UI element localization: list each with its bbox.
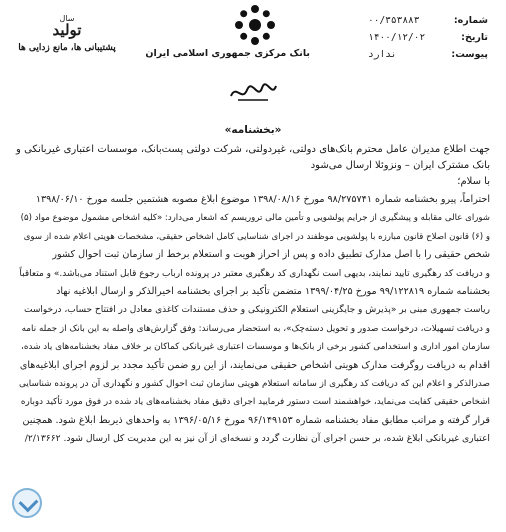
circular-title: «بخشنامه» xyxy=(224,124,282,136)
signature-mark xyxy=(228,80,278,104)
bank-name: بانک مرکزی جمهوری اسلامی ایران xyxy=(145,48,310,59)
body-line: احتراماً، پیرو بخشنامه شماره ۹۸/۲۷۵۷۴۱ مورخ ۱۳۹۸/۰۸/۱۶ موضوع ابلاغ مصوبه هشتمین جلسه مورخ ۱۳۹۸/۰۶/۱۰ xyxy=(35,194,490,205)
letter-attachment-row xyxy=(368,46,488,63)
letter-date-row xyxy=(368,29,488,46)
number-label: شماره: xyxy=(453,15,488,26)
body-line: اقدام به دریافت روگرفت مدارک هویتی اشخاص حقیقی می‌نمایند، از این رو ضمن تأکید مجدد بر لزوم اجرای ابلاغیه‌های xyxy=(19,359,490,371)
recipients-paragraph: جهت اطلاع مدیران عامل محترم بانک‌های دولتی، غیردولتی، شرکت دولتی پست‌بانک، موسسات اعتباری غیربانکی و بانک مشترک ایران – ونزوئلا ارسال می‌شود xyxy=(16,144,490,171)
attachment-value: ندارد xyxy=(368,49,397,60)
slogan-year: سال xyxy=(59,14,75,23)
body-line: صدرالذکر و اعلام این که دریافت کد رهگیری از سامانه استعلام هویتی سازمان ثبت احوال کشور و نگهداری آن در پرونده شناسایی xyxy=(19,379,490,390)
body-line: و دریافت تسهیلات، درخواست صدور و تحویل دسته‌چک»، به استحضار می‌رساند: وفق گزارش‌های واصله به این بانک از جمله نامه xyxy=(21,323,490,334)
slogan-sub: پشتیبانی ها، مانع زدایی ها xyxy=(18,43,116,53)
body-line: و دریافت کد رهگیری تایید نمایند، بدیهی است نگهداری کد رهگیری معتبر در پرونده ارباب رجوع قابل استناد می‌باشد.» و متعاقباً xyxy=(19,268,490,279)
letter-body xyxy=(16,124,490,449)
body-line: اشخاص حقیقی کفایت می‌نماید، خواهشمند است دستور فرمایید اجرای دقیق مفاد بخشنامه‌های یاد شده در فوق مورد تأکید دوباره xyxy=(20,397,490,408)
body-paragraph xyxy=(16,191,490,449)
bank-logo xyxy=(145,4,310,59)
body-line: سازمان امور اداری و استخدامی کشور برخی از بانک‌ها و موسسات اعتباری غیربانکی کماکان بر خلاف مفاد بخشنامه‌های یاد شده، xyxy=(21,342,490,353)
body-line: ریاست جمهوری مبنی بر «پذیرش و جایگزینی استعلام الکترونیکی و حذف مستندات کاغذی معادل در افتتاح حساب، درخواست xyxy=(24,305,490,316)
body-line: بخشنامه شماره ۹۹/۱۲۲۸۱۹ مورخ ۱۳۹۹/۰۴/۲۵ متضمن تأکید بر اجرای بخشنامه اخیرالذکر و ارسال ابلاغیه نهاد xyxy=(56,286,490,298)
year-slogan xyxy=(12,14,122,53)
bank-emblem-icon xyxy=(234,4,276,46)
letter-meta xyxy=(368,12,488,63)
date-value: ۱۴۰۰/۱۲/۰۲ xyxy=(368,32,426,43)
body-line: و (۶) قانون اصلاح قانون مبارزه با پولشویی موظفند در اجرای شناسایی کامل اشخاص حقیقی، مشخصات هویتی اعلام شده از سوی xyxy=(23,231,490,242)
body-line: قرار گرفته و مراتب مطابق مفاد بخشنامه شماره ۹۶/۱۴۹۱۵۳ مورخ ۱۳۹۶/۰۵/۱۶ به واحدهای ذیربط ابلاغ شود. همچنین xyxy=(22,414,490,426)
greeting: با سلام؛ xyxy=(457,176,490,187)
number-value: ۰۰/۳۵۳۸۸۳ xyxy=(368,15,420,26)
attachment-label: پیوست: xyxy=(451,49,488,60)
body-line: اعتباری غیربانکی ابلاغ شده، بر حسن اجرای آن نظارت گردد و نسخه‌ای از آن نیز به این مدیریت کل ارسال شود. ۲/۱۳۶۶۲/ xyxy=(24,433,490,445)
body-line: شورای عالی مقابله و پیشگیری از جرایم پولشویی و تأمین مالی تروریسم که اشعار می‌دارد: «کلیه اشخاص مشمول موضوع مواد (۵) xyxy=(20,213,490,224)
watermark-icon xyxy=(12,488,42,518)
slogan-main: تولید xyxy=(52,21,82,39)
date-label: تاریخ: xyxy=(461,32,488,43)
letter-number-row xyxy=(368,12,488,29)
body-line: شخص حقیقی را با اصل مدارک تطبیق داده و پس از احراز هویت و استعلام برخط از سازمان ثبت احوال کشور xyxy=(52,249,490,261)
